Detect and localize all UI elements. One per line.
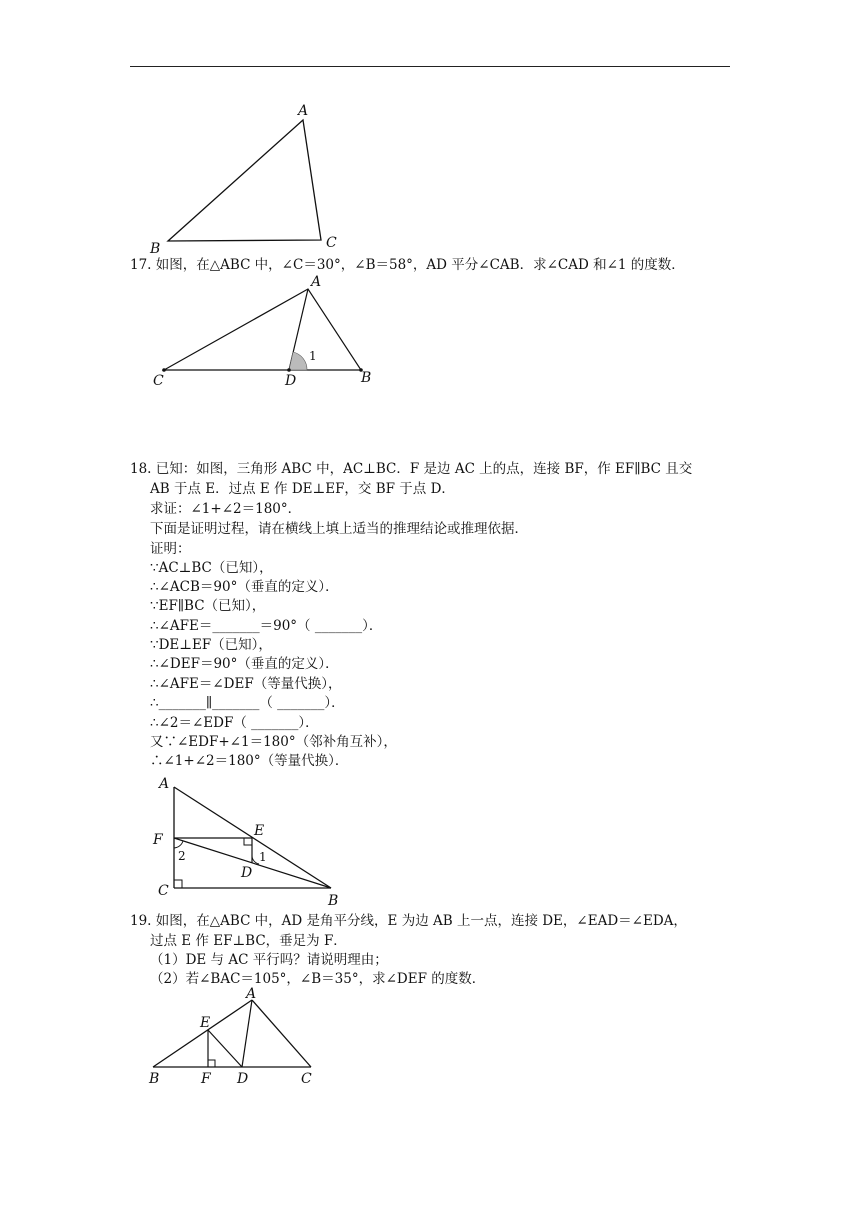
question-19-line-1: 19. 如图，在△ABC 中，AD 是角平分线，E 为边 AB 上一点，连接 DE，∠EAD＝∠EDA， xyxy=(130,913,687,929)
proof-step-9: ∴∠2＝∠EDF（ _______）． xyxy=(150,715,319,731)
label-c: C xyxy=(153,373,164,389)
proof-step-10: 又∵∠EDF+∠1＝180°（邻补角互补）， xyxy=(150,734,397,750)
proof-step-1: ∵AC⊥BC（已知）， xyxy=(150,560,273,576)
proof-step-7: ∴∠AFE＝∠DEF（等量代换）， xyxy=(150,676,342,692)
label-e: E xyxy=(200,1015,211,1031)
label-f: F xyxy=(201,1071,211,1087)
label-b: B xyxy=(149,1071,160,1087)
label-c: C xyxy=(158,883,169,899)
figure-q19 xyxy=(140,986,330,1090)
proof-step-3: ∵EF∥BC（已知）， xyxy=(150,598,266,614)
question-18-line-1: 18. 已知：如图，三角形 ABC 中，AC⊥BC．F 是边 AC 上的点，连接 BF，作 EF∥BC 且交 xyxy=(130,461,693,477)
label-a: A xyxy=(311,274,322,290)
question-19-part-1: （1）DE 与 AC 平行吗？请说明理由； xyxy=(150,952,388,968)
proof-step-6: ∴∠DEF＝90°（垂直的定义）． xyxy=(150,656,339,672)
question-19-part-2: （2）若∠BAC＝105°，∠B＝35°，求∠DEF 的度数． xyxy=(150,971,486,987)
header-rule xyxy=(130,66,730,67)
question-17: 17. 如图，在△ABC 中，∠C＝30°，∠B＝58°，AD 平分∠CAB．求∠CAD 和∠1 的度数． xyxy=(130,257,685,273)
label-b: B xyxy=(150,241,161,257)
label-d: D xyxy=(237,1071,249,1087)
proof-step-5: ∵DE⊥EF（已知）， xyxy=(150,637,272,653)
angle-1-label: 1 xyxy=(309,349,317,363)
label-a: A xyxy=(159,776,170,792)
label-c: C xyxy=(326,235,337,251)
figure-triangle-abc xyxy=(140,98,360,258)
question-18-line-4: 下面是证明过程，请在横线上填上适当的推理结论或推理依据． xyxy=(150,521,528,537)
question-19-line-2: 过点 E 作 EF⊥BC，垂足为 F． xyxy=(150,933,347,949)
proof-label: 证明： xyxy=(150,541,191,557)
question-18-line-3: 求证：∠1+∠2＝180°． xyxy=(150,501,302,517)
label-e: E xyxy=(254,823,265,839)
label-b: B xyxy=(328,893,339,909)
label-c: C xyxy=(301,1071,312,1087)
figure-q18 xyxy=(145,774,355,910)
proof-step-4: ∴∠AFE＝_______＝90°（ _______）． xyxy=(150,618,383,634)
label-d: D xyxy=(241,865,253,881)
label-a: A xyxy=(246,986,257,1002)
proof-step-11: ∴∠1+∠2＝180°（等量代换）． xyxy=(150,753,349,769)
label-f: F xyxy=(153,832,163,848)
angle-1-label: 1 xyxy=(259,850,267,864)
angle-2-label: 2 xyxy=(178,849,186,863)
figure-q17 xyxy=(145,272,395,392)
label-a: A xyxy=(298,103,309,119)
proof-step-2: ∴∠ACB＝90°（垂直的定义）． xyxy=(150,579,339,595)
question-18-line-2: AB 于点 E．过点 E 作 DE⊥EF，交 BF 于点 D． xyxy=(150,481,455,497)
proof-step-8: ∴_______∥_______（ _______）． xyxy=(150,695,345,711)
label-b: B xyxy=(361,370,372,386)
label-d: D xyxy=(285,373,297,389)
